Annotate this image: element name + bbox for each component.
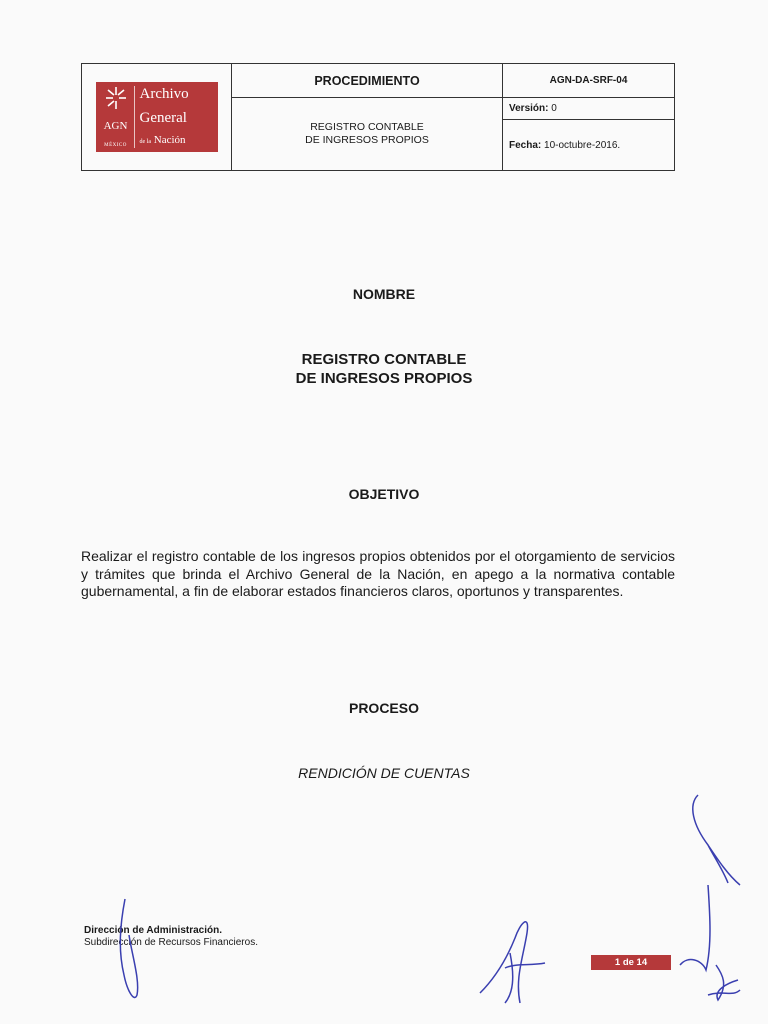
version-value: 0 bbox=[551, 103, 557, 114]
footer-department bbox=[84, 925, 258, 949]
nombre-heading: NOMBRE bbox=[352, 286, 416, 302]
logo-line-1: Archivo bbox=[139, 86, 189, 102]
objetivo-heading: OBJETIVO bbox=[348, 486, 420, 502]
logo-cell bbox=[82, 64, 232, 170]
objetivo-text: Realizar el registro contable de los ingresos propios obtenidos por el otorgamiento de servicios y trámites que brinda el Archivo General de la Nación, en apego a la normativa contable gubernamental, a fin de elaborar estados financieros claros, oportunos y transparentes. bbox=[81, 548, 675, 599]
emblem-icon bbox=[105, 86, 127, 110]
date-label: Fecha: bbox=[509, 139, 542, 151]
date-cell bbox=[503, 120, 674, 170]
logo-line-3-small: de la bbox=[139, 139, 151, 145]
logo-line-3 bbox=[140, 134, 213, 148]
version-label: Versión: bbox=[509, 103, 549, 114]
proceso-heading: PROCESO bbox=[348, 700, 419, 716]
logo-wordmark bbox=[135, 86, 213, 148]
logo-line-2: General bbox=[139, 110, 187, 126]
footer-subdirection: Subdirección de Recursos Financieros. bbox=[84, 937, 258, 948]
doc-type: PROCEDIMIENTO bbox=[232, 64, 503, 98]
logo-line-3-main: Nación bbox=[153, 134, 186, 146]
procedure-title-line-2: DE INGRESOS PROPIOS bbox=[295, 370, 473, 387]
procedure-name-line-1: REGISTRO CONTABLE bbox=[310, 121, 424, 133]
procedure-title bbox=[0, 350, 768, 388]
footer-direction: Dirección de Administración. bbox=[84, 925, 222, 936]
procedure-title-line-1: REGISTRO CONTABLE bbox=[301, 351, 467, 368]
logo-acronym: AGN bbox=[103, 120, 128, 132]
signature-right bbox=[668, 785, 748, 1015]
procedure-name-line-2: DE INGRESOS PROPIOS bbox=[305, 134, 429, 146]
document-code: AGN-DA-SRF-04 bbox=[503, 64, 674, 98]
logo-country: MÉXICO bbox=[104, 143, 127, 148]
signature-center bbox=[475, 908, 555, 1013]
proceso-name: RENDICIÓN DE CUENTAS bbox=[298, 765, 470, 781]
initials-signature-left bbox=[110, 895, 150, 1005]
procedure-name bbox=[232, 98, 503, 170]
agn-logo bbox=[96, 82, 218, 152]
date-value: 10-octubre-2016. bbox=[544, 139, 621, 151]
logo-emblem bbox=[101, 86, 135, 148]
version-cell bbox=[503, 98, 674, 120]
document-header-table bbox=[81, 63, 675, 171]
page-number-badge: 1 de 14 bbox=[591, 955, 671, 970]
